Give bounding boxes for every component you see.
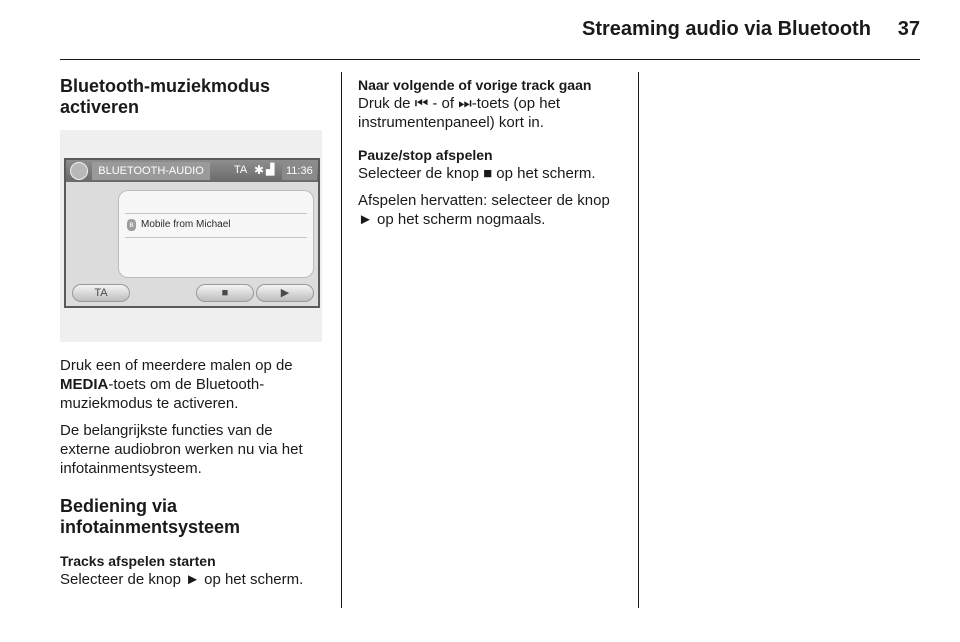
paragraph-pause-stop: Selecteer de knop ■ op het scherm. [358,165,596,182]
column-divider-left [341,72,342,608]
subheading-start-tracks: Tracks afspelen starten [60,553,216,569]
list-divider [125,213,307,214]
section-heading-operation: Bediening via infotainmentsysteem [60,496,241,537]
screen-ta-button: TA [72,284,130,302]
section-heading-bluetooth-mode: Bluetooth-muziekmodus activeren [60,76,270,117]
infotainment-screen-figure [60,130,322,342]
page-number: 37 [897,18,920,40]
subheading-pause-stop: Pauze/stop afspelen [358,147,493,163]
page-header-title: Streaming audio via Bluetooth [582,18,871,40]
device-name: Mobile from Michael [141,219,231,230]
status-time: 11:36 [282,162,317,180]
subheading-next-prev-track: Naar volgende of vorige track gaan [358,77,592,93]
paragraph-resume: Afspelen hervatten: selecteer de knop ► op het scherm nogmaals. [358,192,610,228]
list-divider [125,237,307,238]
bluetooth-icon: ✱ [254,163,265,177]
paragraph-text: -toets om de Bluetooth-muziekmodus te activeren. [60,376,265,412]
screen-play-button: ▶ [256,284,314,302]
left-column [60,76,326,589]
header-rule [60,59,920,60]
paragraph-next-prev-track: Druk de ⏮ - of ⏭-toets (op het instrumentenpaneel) kort in. [358,95,561,131]
signal-icon: ▟ [266,164,275,176]
screen-top-bar [66,160,318,182]
device-list-panel [118,190,314,278]
column-divider-right [638,72,639,608]
screen-display [64,158,320,308]
paragraph-functions: De belangrijkste functies van de externe audiobron werken nu via het infotainmentsysteem. [60,422,303,477]
screen-stop-button: ■ [196,284,254,302]
screen-tab-label: BLUETOOTH-AUDIO [92,162,210,180]
status-ta: TA [234,164,248,176]
paragraph-start-tracks: Selecteer de knop ► op het scherm. [60,571,304,588]
middle-column [358,76,620,229]
paragraph-media-key [60,356,326,413]
paragraph-text: Druk een of meerdere malen op de [60,357,293,374]
media-key-label: MEDIA [60,376,109,393]
bluetooth-device-icon: ʙ [127,219,136,231]
home-icon [70,162,88,180]
